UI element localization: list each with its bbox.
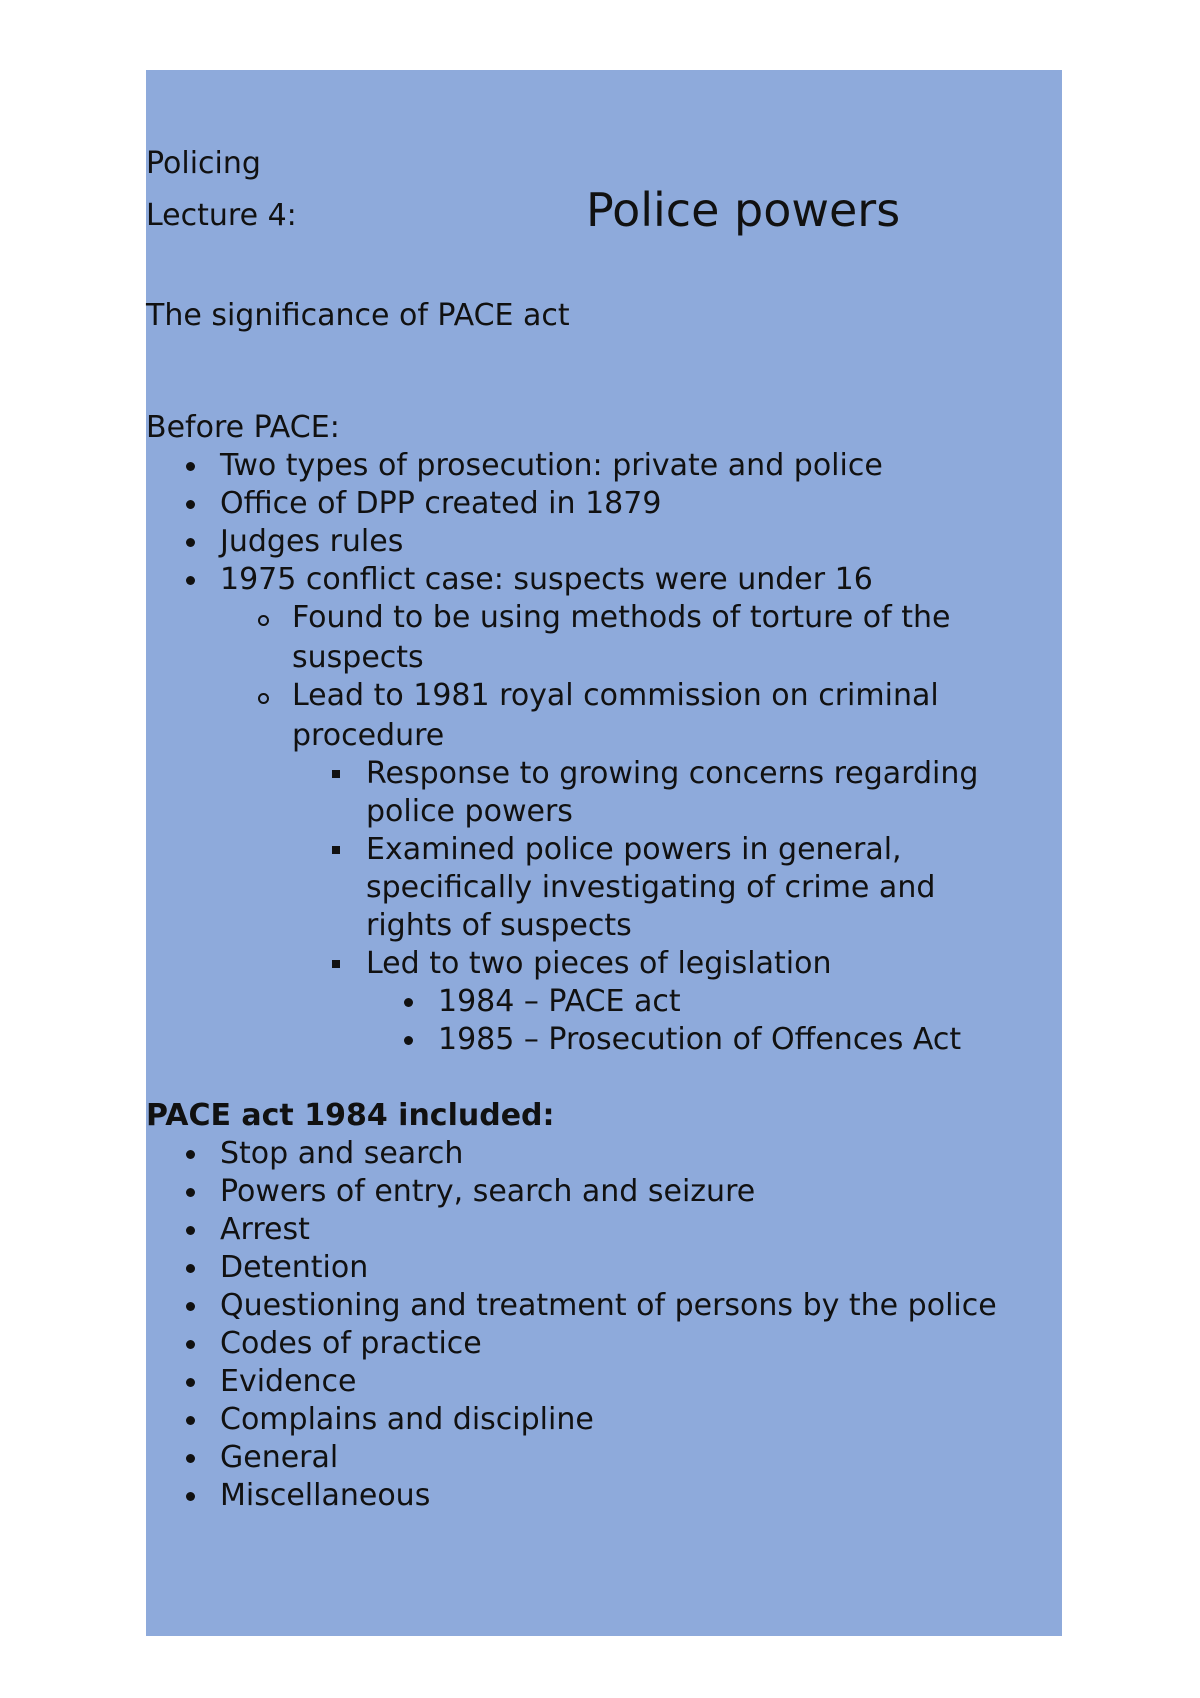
pace-1984-heading: PACE act 1984 included:	[146, 1098, 555, 1133]
bullet-disc-icon	[186, 1416, 195, 1425]
bullet-disc-icon	[186, 1340, 195, 1349]
list-item-continuation: procedure	[292, 718, 445, 753]
bullet-disc-icon	[186, 1454, 195, 1463]
lecture-label: Lecture 4:	[146, 198, 297, 233]
before-pace-heading: Before PACE:	[146, 410, 340, 445]
bullet-disc-icon	[186, 1302, 195, 1311]
subtitle: The significance of PACE act	[146, 298, 570, 333]
bullet-disc-icon	[186, 1226, 195, 1235]
list-item-continuation: suspects	[292, 640, 424, 675]
bullet-disc-icon	[404, 1036, 413, 1045]
bullet-disc-icon	[186, 500, 195, 509]
bullet-square-icon	[332, 770, 340, 778]
bullet-circle-icon	[258, 615, 269, 626]
list-item-continuation: police powers	[366, 794, 573, 829]
list-item-continuation: rights of suspects	[366, 908, 632, 943]
bullet-disc-icon	[186, 1150, 195, 1159]
bullet-disc-icon	[186, 1492, 195, 1501]
course-label: Policing	[146, 146, 261, 181]
bullet-disc-icon	[186, 462, 195, 471]
bullet-disc-icon	[186, 1378, 195, 1387]
bullet-square-icon	[332, 960, 340, 968]
bullet-disc-icon	[186, 538, 195, 547]
page-title: Police powers	[586, 183, 901, 237]
bullet-disc-icon	[404, 998, 413, 1007]
bullet-disc-icon	[186, 1188, 195, 1197]
bullet-disc-icon	[186, 1264, 195, 1273]
bullet-disc-icon	[186, 576, 195, 585]
bullet-circle-icon	[258, 693, 269, 704]
list-item-continuation: specifically investigating of crime and	[366, 870, 936, 905]
bullet-square-icon	[332, 846, 340, 854]
